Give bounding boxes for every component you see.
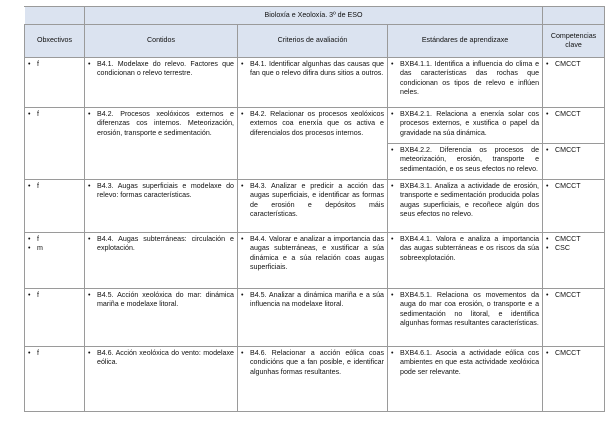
competences-cell <box>543 108 605 144</box>
content-cell <box>85 233 238 289</box>
criterion-cell <box>238 289 388 347</box>
objectives-cell <box>25 180 85 233</box>
competences-list <box>546 60 601 69</box>
standard-cell-text: • BXB4.4.1. Valora e analiza a importancia das augas subterráneas e os riscos da súa sobreexplotación. <box>391 235 539 263</box>
content-cell-text: • B4.3. Augas superficiais e modelaxe do relevo: formas características. <box>88 182 234 201</box>
criterion-cell <box>238 108 388 180</box>
list-item: • m <box>28 244 81 253</box>
criterion-cell-text: • B4.5. Analizar a dinámica mariña e a súa influencia na modelaxe litoral. <box>241 291 384 310</box>
objectives-cell <box>25 347 85 412</box>
content-cell-text: • B4.6. Acción xeolóxica do vento: modelaxe eólica. <box>88 349 234 368</box>
list-item: • f <box>28 291 81 300</box>
standard-cell-text: • BXB4.6.1. Asocia a actividade eólica cos ambientes en que esta actividade xeolóxica pode ser relevante. <box>391 349 539 377</box>
header-standards: Estándares de aprendizaxe <box>388 25 543 58</box>
list-item: • CMCCT <box>546 349 601 358</box>
list-item: • CMCCT <box>546 110 601 119</box>
header-blank-cell <box>25 7 85 25</box>
standard-cell-text: • BXB4.1.1. Identifica a influencia do clima e das características das rochas que condicionan os tipos de relevo e inflúen neles. <box>391 60 539 98</box>
competences-cell <box>543 289 605 347</box>
table-body <box>25 58 605 412</box>
list-item: • CMCCT <box>546 146 601 155</box>
competences-cell <box>543 347 605 412</box>
objectives-list <box>28 235 81 254</box>
standard-cell <box>388 180 543 233</box>
criterion-cell <box>238 58 388 108</box>
standard-cell-text: • BXB4.5.1. Relaciona os movementos da auga do mar coa erosión, o transporte e a sedimentación no litoral, e identifica algunhas formas resultantes características. <box>391 291 539 329</box>
objectives-list <box>28 110 81 119</box>
header-competences: Competencias clave <box>543 25 605 58</box>
objectives-cell <box>25 108 85 180</box>
objectives-list <box>28 182 81 191</box>
list-item: • f <box>28 349 81 358</box>
standard-cell-text: • BXB4.3.1. Analiza a actividade de erosión, transporte e sedimentación producida polas augas superficiais, e recoñece algún dos seus efectos no relevo. <box>391 182 539 220</box>
table-row <box>25 180 605 233</box>
content-cell <box>85 58 238 108</box>
list-item: • CMCCT <box>546 182 601 191</box>
objectives-list <box>28 349 81 358</box>
list-item: • CMCCT <box>546 60 601 69</box>
list-item: • f <box>28 182 81 191</box>
criterion-cell-text: • B4.3. Analizar e predicir a acción das augas superficiais, e identificar as formas de erosión e depósitos máis características. <box>241 182 384 220</box>
criterion-cell-text: • B4.1. Identificar algunhas das causas que fan que o relevo difira duns sitios a outros. <box>241 60 384 79</box>
competences-cell <box>543 233 605 289</box>
objectives-cell <box>25 58 85 108</box>
competences-list <box>546 291 601 300</box>
table-row <box>25 108 605 144</box>
header-objectives: Obxectivos <box>25 25 85 58</box>
list-item: • CMCCT <box>546 291 601 300</box>
header-criteria: Criterios de avaliación <box>238 25 388 58</box>
competences-list <box>546 182 601 191</box>
content-cell <box>85 347 238 412</box>
criterion-cell <box>238 347 388 412</box>
competences-list <box>546 110 601 119</box>
list-item: • f <box>28 110 81 119</box>
competences-cell <box>543 144 605 180</box>
list-item: • f <box>28 60 81 69</box>
content-cell-text: • B4.4. Augas subterráneas: circulación e explotación. <box>88 235 234 254</box>
competences-cell <box>543 58 605 108</box>
objectives-cell <box>25 233 85 289</box>
standard-cell <box>388 347 543 412</box>
table-row <box>25 58 605 108</box>
criterion-cell <box>238 233 388 289</box>
standard-cell-text: • BXB4.2.1. Relaciona a enerxía solar cos procesos externos, e xustifica o papel da gravidade na súa dinámica. <box>391 110 539 138</box>
content-cell-text: • B4.1. Modelaxe do relevo. Factores que condicionan o relevo terrestre. <box>88 60 234 79</box>
standard-cell <box>388 233 543 289</box>
content-cell <box>85 108 238 180</box>
standard-cell <box>388 58 543 108</box>
list-item: • CSC <box>546 244 601 253</box>
curriculum-table <box>24 6 605 412</box>
table-row <box>25 289 605 347</box>
content-cell-text: • B4.5. Acción xeolóxica do mar: dinámica mariña e modelaxe litoral. <box>88 291 234 310</box>
competences-list <box>546 349 601 358</box>
criterion-cell <box>238 180 388 233</box>
competences-list <box>546 235 601 254</box>
objectives-list <box>28 291 81 300</box>
standard-cell <box>388 108 543 144</box>
competences-list <box>546 146 601 155</box>
list-item: • f <box>28 235 81 244</box>
criterion-cell-text: • B4.6. Relacionar a acción eólica coas condicións que a fan posible, e identificar algunhas formas resultantes. <box>241 349 384 377</box>
content-cell-text: • B4.2. Procesos xeolóxicos externos e diferenzas cos internos. Meteorización, erosión, transporte e sedimentación. <box>88 110 234 138</box>
header-contents: Contidos <box>85 25 238 58</box>
list-item: • CMCCT <box>546 235 601 244</box>
competences-cell <box>543 180 605 233</box>
table-row <box>25 347 605 412</box>
criterion-cell-text: • B4.2. Relacionar os procesos xeolóxicos externos coa enerxía que os activa e diferencialos dos procesos internos. <box>241 110 384 138</box>
standard-cell-text: • BXB4.2.2. Diferencia os procesos de meteorización, erosión, transporte e sedimentación, e os seus efectos no relevo. <box>391 146 539 174</box>
content-cell <box>85 180 238 233</box>
standard-cell <box>388 144 543 180</box>
table-title: Bioloxía e Xeoloxía. 3º de ESO <box>85 7 543 25</box>
criterion-cell-text: • B4.4. Valorar e analizar a importancia das augas subterráneas, e xustificar a súa dinámica e a súa relación coas augas superficiais. <box>241 235 384 273</box>
objectives-list <box>28 60 81 69</box>
content-cell <box>85 289 238 347</box>
header-blank-right <box>543 7 605 25</box>
objectives-cell <box>25 289 85 347</box>
table-row <box>25 233 605 289</box>
standard-cell <box>388 289 543 347</box>
